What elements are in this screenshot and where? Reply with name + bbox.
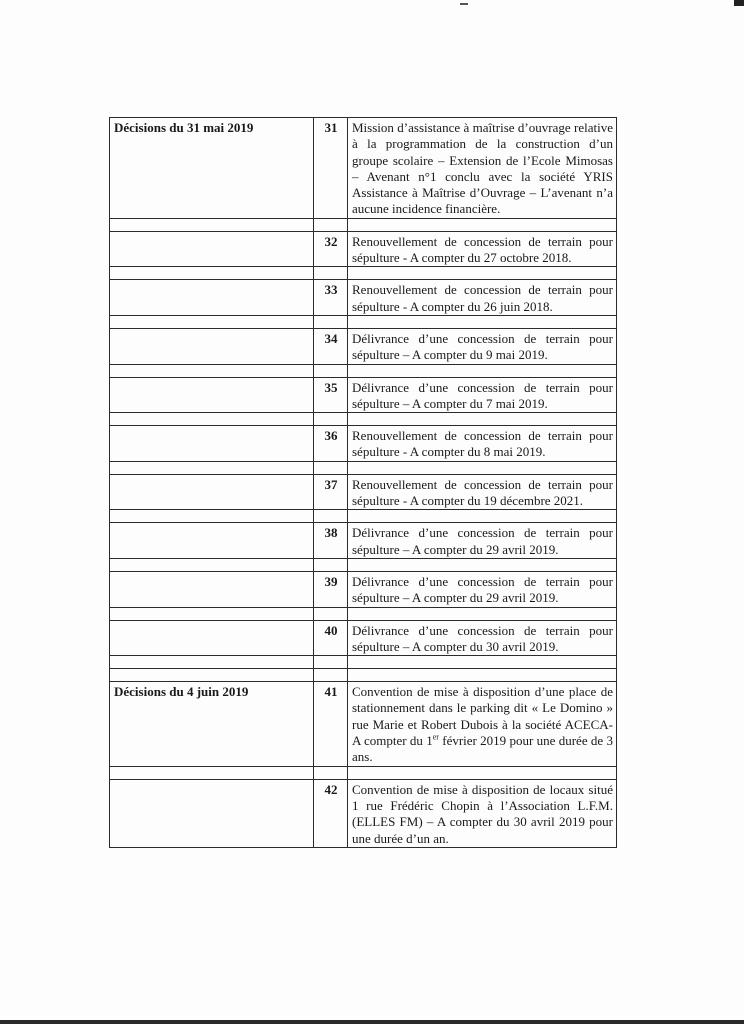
spacer-row: [110, 315, 617, 328]
table-row: [110, 779, 617, 847]
spacer-row: [110, 607, 617, 620]
decision-date: [110, 620, 314, 656]
decision-description: Délivrance d’une concession de terrain pour sépulture – A compter du 7 mai 2019.: [348, 377, 617, 413]
decision-number: 35: [314, 377, 348, 413]
decision-number: 41: [314, 682, 348, 766]
decision-date: [110, 231, 314, 267]
spacer-row: [110, 413, 617, 426]
decision-description: Renouvellement de concession de terrain pour sépulture - A compter du 19 décembre 2021.: [348, 474, 617, 510]
spacer-row: [110, 364, 617, 377]
decision-number: 32: [314, 231, 348, 267]
decision-number: 34: [314, 328, 348, 364]
decision-description: Renouvellement de concession de terrain pour sépulture - A compter du 26 juin 2018.: [348, 280, 617, 316]
decision-number: 37: [314, 474, 348, 510]
decision-description: Délivrance d’une concession de terrain pour sépulture – A compter du 29 avril 2019.: [348, 523, 617, 559]
table-row: [110, 523, 617, 559]
decision-description: Renouvellement de concession de terrain pour sépulture - A compter du 27 octobre 2018.: [348, 231, 617, 267]
table-row: [110, 231, 617, 267]
decision-number: 40: [314, 620, 348, 656]
decision-date: [110, 474, 314, 510]
spacer-row: [110, 510, 617, 523]
decision-date: [110, 280, 314, 316]
table-row: [110, 377, 617, 413]
decision-text-part: Convention de mise à disposition d’une place de stationnement dans le parking dit « Le Domino » rue Marie et Robert Dubois à la société ACECA- A compter du 1: [352, 684, 613, 749]
decision-number: 31: [314, 118, 348, 219]
scan-mark: [460, 3, 468, 5]
spacer-row: [110, 558, 617, 571]
spacer-row: [110, 461, 617, 474]
spacer-row: [110, 267, 617, 280]
decision-number: 33: [314, 280, 348, 316]
decision-date: [110, 779, 314, 847]
decision-description: [348, 682, 617, 766]
decision-description: Délivrance d’une concession de terrain pour sépulture – A compter du 9 mai 2019.: [348, 328, 617, 364]
decision-date: [110, 426, 314, 462]
table-row: [110, 620, 617, 656]
decision-date: [110, 571, 314, 607]
table-row: [110, 682, 617, 766]
decision-number: 38: [314, 523, 348, 559]
table-row: [110, 426, 617, 462]
spacer-row: [110, 218, 617, 231]
decision-number: 36: [314, 426, 348, 462]
spacer-row: [110, 656, 617, 669]
spacer-row: [110, 669, 617, 682]
table-row: [110, 571, 617, 607]
scan-bottom-edge: [0, 1020, 744, 1024]
decision-date: [110, 523, 314, 559]
decisions-table: [109, 117, 617, 848]
spacer-row: [110, 766, 617, 779]
decision-date: Décisions du 4 juin 2019: [110, 682, 314, 766]
decision-number: 42: [314, 779, 348, 847]
decision-description: Délivrance d’une concession de terrain pour sépulture – A compter du 29 avril 2019.: [348, 571, 617, 607]
table-row: [110, 280, 617, 316]
table-row: [110, 328, 617, 364]
decision-date: Décisions du 31 mai 2019: [110, 118, 314, 219]
table-row: [110, 474, 617, 510]
decision-number: 39: [314, 571, 348, 607]
decision-description: Convention de mise à disposition de locaux situé 1 rue Frédéric Chopin à l’Association L.F.M. (ELLES FM) – A compter du 30 avril 2019 pour une durée d’un an.: [348, 779, 617, 847]
decision-text-part: février 2019 pour une durée de 3 ans.: [352, 733, 613, 765]
scan-corner-mark: [734, 0, 744, 6]
decision-description: Renouvellement de concession de terrain pour sépulture - A compter du 8 mai 2019.: [348, 426, 617, 462]
decision-description: Délivrance d’une concession de terrain pour sépulture – A compter du 30 avril 2019.: [348, 620, 617, 656]
decision-date: [110, 377, 314, 413]
table-row: [110, 118, 617, 219]
decision-description: Mission d’assistance à maîtrise d’ouvrage relative à la programmation de la construction d’un groupe scolaire – Extension de l’Ecole Mimosas – Avenant n°1 conclu avec la société YRIS Assistance à Maîtrise d’Ouvrage – L’avenant n’a aucune incidence financière.: [348, 118, 617, 219]
decision-date: [110, 328, 314, 364]
ordinal-superscript: er: [432, 732, 439, 742]
